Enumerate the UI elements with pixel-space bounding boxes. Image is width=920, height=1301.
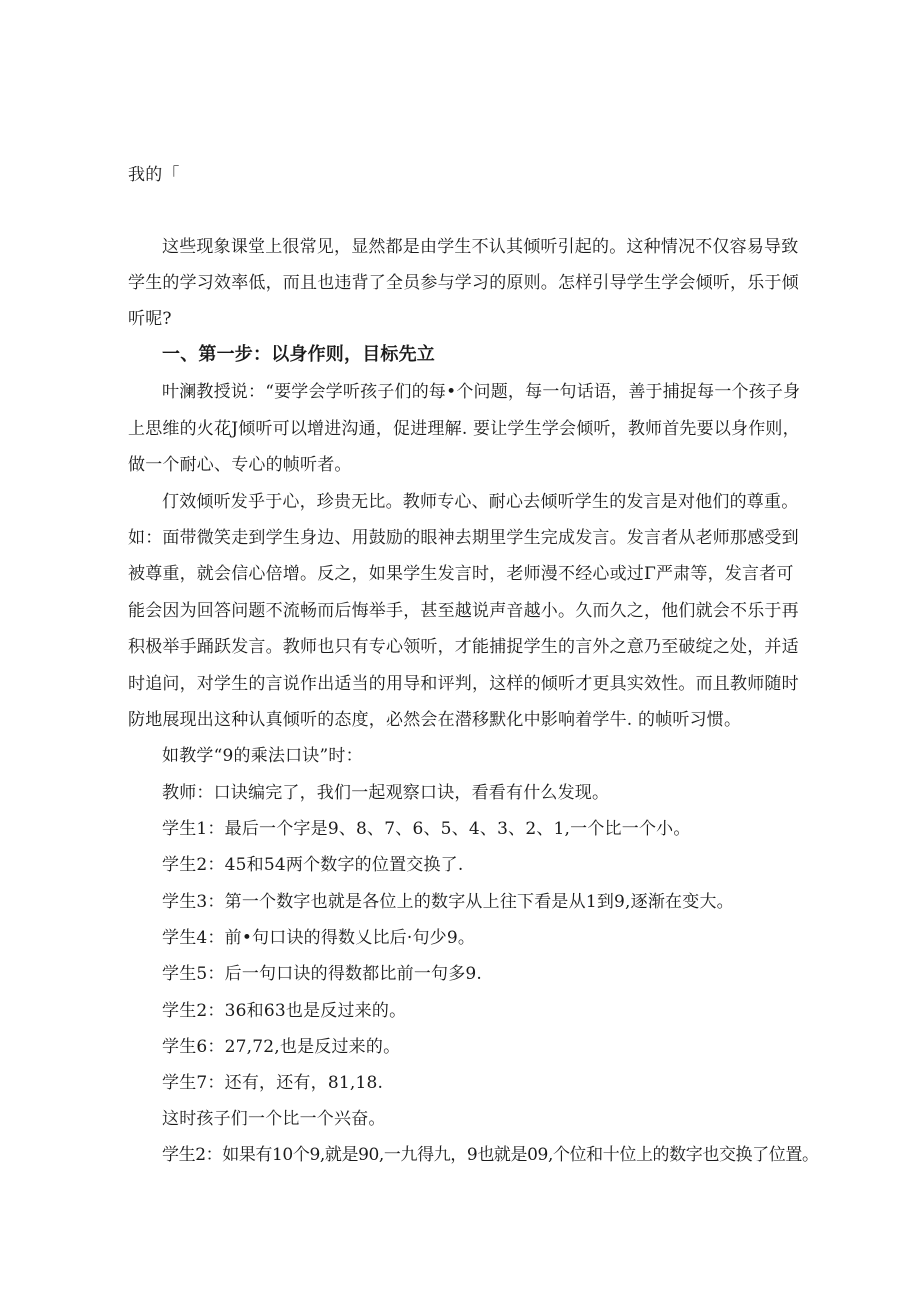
para2-line-4: 能会因为回答问题不流畅而后悔举手，甚至越说声音越小。久而久之，他们就会不乐于再: [128, 601, 799, 621]
dialogue-line-10: 这时孩子们一个比一个兴奋。: [162, 1109, 386, 1129]
dialogue-line-4: 学生3：第一个数字也就是各位上的数字从上往下看是从1到9,逐渐在变大。: [162, 892, 734, 912]
para1-line-3: 做一个耐心、专心的帧听者。: [128, 455, 352, 475]
dialogue-line-9: 学生7：还有，还有，81,18.: [162, 1073, 384, 1093]
dialogue-line-2: 学生1：最后一个字是9、8、7、6、5、4、3、2、1,一个比一个小。: [162, 819, 691, 839]
dialogue-line-11: 学生2：如果有10个9,就是90,一九得九，9也就是09,个位和十位上的数字也交换了位置。: [162, 1145, 819, 1165]
example-intro: 如教学“9的乘法口诀”时：: [162, 746, 363, 766]
dialogue-line-5: 学生4：前•句口诀的得数乂比后·句少9。: [162, 928, 476, 948]
dialogue-line-8: 学生6：27,72,也是反过来的。: [162, 1037, 401, 1057]
para2-line-3: 被尊重，就会信心倍增。反之，如果学生发言时，老师漫不经心或过Γ严肃等，发言者可: [128, 564, 794, 584]
para2-line-6: 时追问，对学生的言说作出适当的用导和评判，这样的倾听才更具实效性。而且教师随时: [128, 674, 799, 694]
intro-line-3: 听呢?: [128, 309, 172, 329]
para2-line-7: 防地展现出这种认真倾听的态度，必然会在潜移默化中影响着学牛. 的帧听习惯。: [128, 710, 742, 730]
para2-line-1: 仃效倾听发乎于心，珍贵无比。教师专心、耐心去倾听学生的发言是对他们的尊重。: [162, 492, 799, 512]
header-fragment: 我的「: [128, 165, 180, 185]
dialogue-line-1: 教师：口诀编完了，我们一起观察口诀，看看有什么发现。: [162, 783, 610, 803]
para1-line-1: 叶澜教授说：“要学会学听孩子们的每•个问题，每一句话语，善于捕捉每一个孩子身: [162, 382, 801, 402]
dialogue-line-3: 学生2：45和54两个数字的位置交换了.: [162, 855, 464, 875]
section-heading: 一、第一步：以身作则，目标先立: [162, 344, 435, 365]
dialogue-line-7: 学生2：36和63也是反过来的。: [162, 1001, 407, 1021]
para2-line-2: 如：面带微笑走到学生身边、用鼓励的眼神去期里学生完成发言。发言者从老师那感受到: [128, 528, 799, 548]
intro-line-1: 这些现象课堂上很常见，显然都是由学生不认其倾听引起的。这种情况不仅容易导致: [162, 237, 799, 257]
para2-line-5: 积极举手踊跃发言。教师也只有专心领听，才能捕捉学生的言外之意乃至破绽之处，并适: [128, 637, 799, 657]
dialogue-line-6: 学生5：后一句口诀的得数都比前一句多9.: [162, 964, 483, 984]
para1-line-2: 上思维的火花J倾听可以增进沟通，促进理解. 要让学生学会倾听，教师首先要以身作则，: [128, 419, 800, 439]
intro-line-2: 学生的学习效率低，而且也违背了全员参与学习的原则。怎样引导学生学会倾听，乐于倾: [128, 273, 799, 293]
